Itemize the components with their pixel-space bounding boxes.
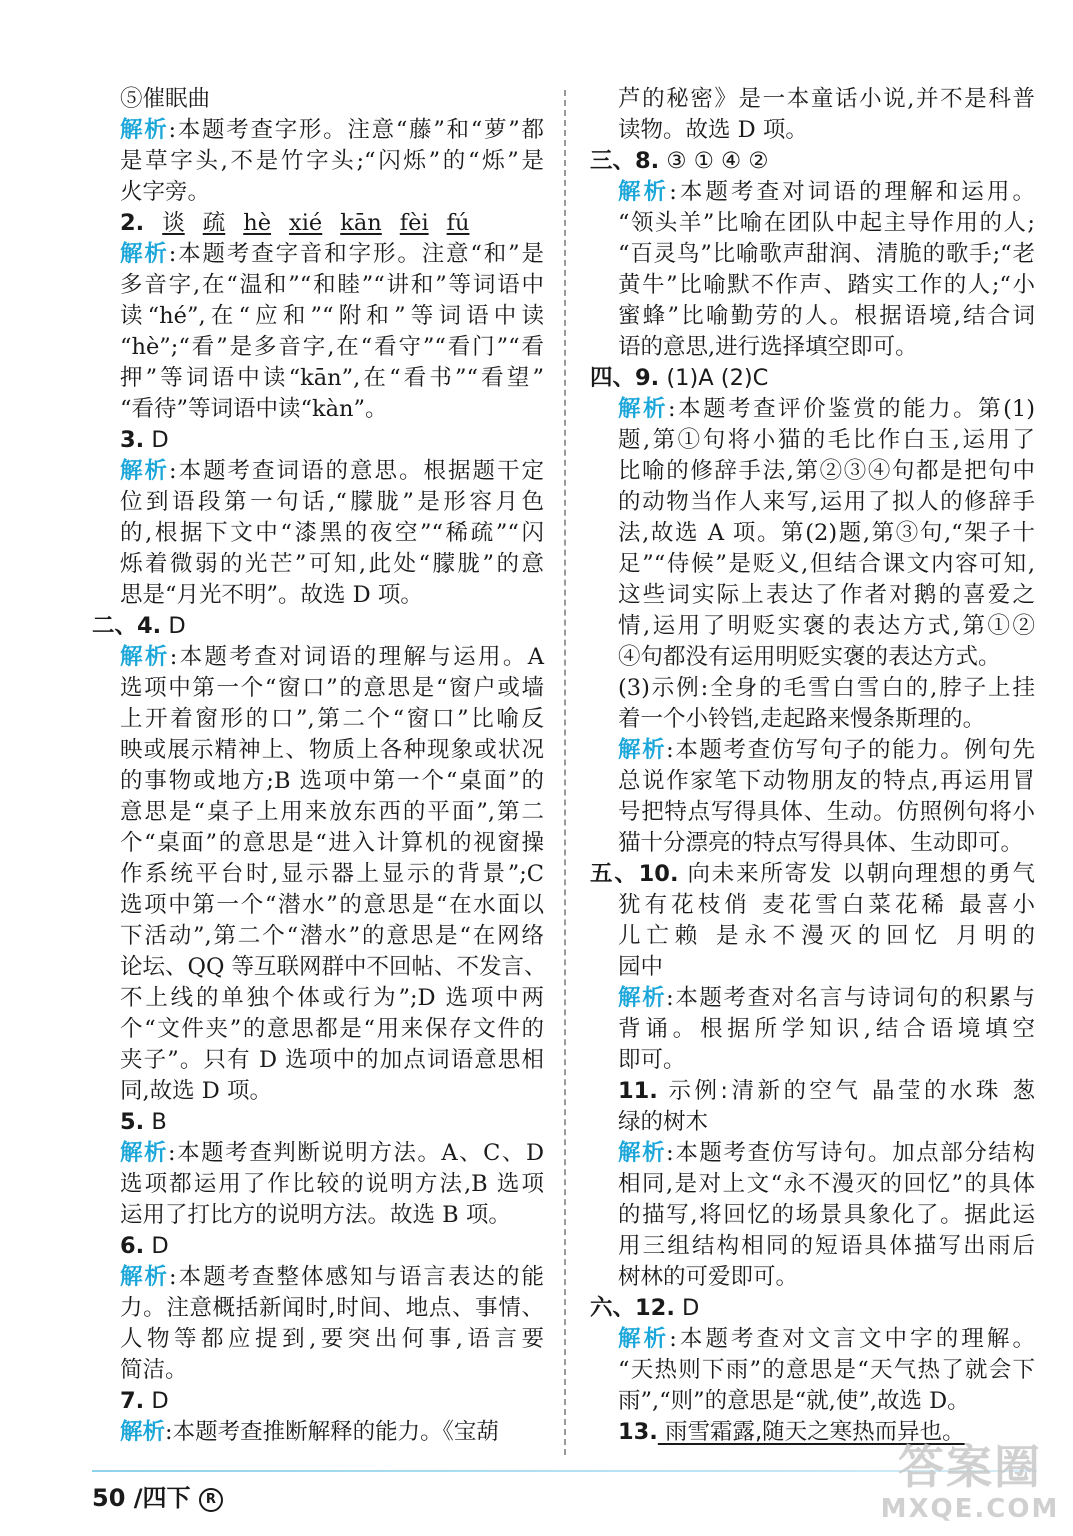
text-line — [92, 1355, 544, 1386]
answer-block — [92, 1138, 544, 1231]
text-line — [92, 1107, 544, 1138]
line-text: 猫十分漂亮的特点写得具体、生动即可。 — [618, 830, 1024, 856]
line-text: 思是“月光不明”。故选 D 项。 — [120, 582, 423, 608]
text-line — [92, 921, 544, 952]
text-line — [92, 828, 544, 859]
line-text: 押”等词语中读“kān”,在“看书”“看望” — [120, 365, 544, 391]
line-text: “看待”等词语中读“kàn”。 — [120, 396, 388, 422]
section-number: 五、 — [590, 861, 639, 887]
pinyin-answer: 疏 — [202, 210, 226, 236]
text-line — [590, 1293, 1035, 1324]
text-line — [92, 332, 544, 363]
line-text: 足”“侍候”是贬义,但结合课文内容可知, — [618, 551, 1035, 577]
text-line — [590, 1386, 1035, 1417]
line-text: 黄牛”比喻默不作声、踏实工作的人;“小 — [618, 272, 1035, 298]
left-column — [92, 84, 547, 1448]
text-line — [590, 921, 1035, 952]
line-text: 运用了打比方的说明方法。故选 B 项。 — [120, 1202, 511, 1228]
analysis-label: 解析 — [618, 396, 669, 422]
text-line — [590, 208, 1035, 239]
site-watermark — [880, 1440, 1060, 1530]
line-text: 是草字头,不是竹字头;“闪烁”的“烁”是 — [120, 148, 544, 174]
analysis-label: 解析 — [120, 458, 169, 484]
line-text: 的动物当作人来写,运用了拟人的修辞手 — [618, 489, 1035, 515]
text-line — [92, 890, 544, 921]
question-number: 3. — [120, 427, 145, 453]
line-text: “天热则下雨”的意思是“天气热了就会下 — [618, 1357, 1035, 1383]
line-text: D — [144, 427, 169, 453]
line-text: 力。注意概括新闻时,时间、地点、事情、 — [120, 1295, 544, 1321]
question-number: 4. — [137, 613, 162, 639]
text-line — [590, 1324, 1035, 1355]
text-line — [92, 1293, 544, 1324]
answer-block — [590, 1076, 1035, 1138]
line-text: :本题考查对词语的理解与运用。A — [169, 644, 544, 670]
line-text: ⑤催眠曲 — [120, 86, 211, 112]
text-line — [92, 1262, 544, 1293]
line-text: 意思是“桌子上用来放东西的平面”,第二 — [120, 799, 544, 825]
line-text: 选项都运用了作比较的说明方法,B 选项 — [120, 1171, 544, 1197]
text-line — [92, 1076, 544, 1107]
answer-block — [92, 425, 544, 456]
answer-block — [92, 642, 547, 1107]
text-line — [92, 456, 544, 487]
text-line — [590, 952, 1035, 983]
text-line — [590, 611, 1035, 642]
section-number: 三、 — [590, 148, 636, 174]
text-line — [92, 301, 544, 332]
line-text: 夹子”。只有 D 选项中的加点词语意思相 — [120, 1047, 544, 1073]
column-divider — [564, 90, 566, 1455]
text-line — [590, 859, 1035, 890]
text-line — [92, 1138, 544, 1169]
answer-block — [92, 611, 544, 642]
answer-block — [590, 859, 1035, 983]
text-line — [92, 1386, 544, 1417]
analysis-label: 解析 — [120, 644, 170, 670]
line-text: 示例:清新的空气 晶莹的水珠 葱 — [657, 1078, 1035, 1104]
text-line — [590, 1045, 1035, 1076]
text-line — [92, 642, 544, 673]
line-text: D — [144, 1233, 169, 1259]
text-line — [590, 983, 1035, 1014]
line-text: 火字旁。 — [120, 179, 211, 205]
line-text: 儿亡赖 是永不漫灭的回忆 月明的 — [618, 923, 1035, 949]
line-text: :本题考查仿写诗句。加点部分结构 — [666, 1140, 1035, 1166]
analysis-label: 解析 — [618, 179, 670, 205]
line-text: 园中 — [618, 954, 664, 980]
question-number: 10. — [638, 861, 679, 887]
line-text: 号把特点写得具体、生动。仿照例句将小 — [618, 799, 1035, 825]
line-text: 读“hé”,在“应和”“附和”等词语中读 — [120, 303, 544, 329]
line-text: 人物等都应提到,要突出何事,语言要 — [120, 1326, 544, 1352]
text-line — [590, 580, 1035, 611]
text-line — [590, 239, 1035, 270]
line-text: :本题考查整体感知与语言表达的能 — [169, 1264, 544, 1290]
answer-block — [590, 735, 1035, 859]
question-number: 12. — [635, 1295, 675, 1321]
line-text: 雨雪霜露,随天之寒热而异也。 — [657, 1419, 965, 1445]
answer-block — [590, 983, 1035, 1076]
line-text: 相同,是对上文“永不漫灭的回忆”的具体 — [618, 1171, 1035, 1197]
text-line — [590, 1014, 1035, 1045]
text-line — [590, 1076, 1035, 1107]
answer-block — [590, 1324, 1035, 1417]
text-line — [590, 1200, 1035, 1231]
line-text: 同,故选 D 项。 — [120, 1078, 272, 1104]
line-text: (3)示例:全身的毛雪白雪白的,脖子上挂 — [618, 675, 1035, 701]
text-line — [590, 828, 1035, 859]
line-text: 犹有花枝俏 麦花雪白菜花稀 最喜小 — [618, 892, 1035, 918]
text-line — [590, 735, 1035, 766]
line-text: :本题考查评价鉴赏的能力。第(1) — [668, 396, 1035, 422]
text-line — [590, 270, 1035, 301]
line-text: :本题考查对文言文中字的理解。 — [669, 1326, 1035, 1352]
line-text: 烁着微弱的光芒”可知,此处“朦胧”的意 — [120, 551, 544, 577]
text-line — [590, 1107, 1035, 1138]
text-line — [92, 1231, 544, 1262]
line-text: 着一个小铃铛,走起路来慢条斯理的。 — [618, 706, 986, 732]
text-line — [590, 518, 1035, 549]
line-text: 即可。 — [618, 1047, 686, 1073]
text-line — [92, 1169, 544, 1200]
question-number: 13. — [618, 1419, 658, 1445]
line-text: 树林的可爱即可。 — [618, 1264, 799, 1290]
text-line — [590, 146, 1035, 177]
text-line — [590, 84, 1035, 115]
line-text: :本题考查推断解释的能力。《宝葫 — [165, 1419, 499, 1445]
section-number: 四、 — [590, 365, 636, 391]
watermark-url: MXQE.COM — [880, 1494, 1060, 1524]
text-line — [590, 1169, 1035, 1200]
answer-block — [92, 115, 544, 208]
edition-badge-icon: R — [199, 1488, 223, 1512]
text-line — [92, 425, 544, 456]
pinyin-answer: fèi — [399, 210, 429, 236]
analysis-label: 解析 — [618, 985, 667, 1011]
text-line — [92, 487, 544, 518]
line-text: 语的意思,进行选择填空即可。 — [618, 334, 918, 360]
question-number: 11. — [618, 1078, 658, 1104]
answer-block — [92, 239, 544, 425]
text-line — [590, 704, 1035, 735]
text-line — [92, 1014, 544, 1045]
line-text: 的描写,将回忆的场景具象化了。据此运 — [618, 1202, 1035, 1228]
answer-block — [92, 1262, 544, 1386]
text-line — [590, 332, 1035, 363]
answer-block — [590, 1138, 1035, 1293]
pinyin-answer: fú — [446, 210, 470, 236]
text-line — [92, 673, 544, 704]
text-line — [92, 611, 544, 642]
line-text: :本题考查字音和字形。注意“和”是 — [168, 241, 544, 267]
analysis-label: 解析 — [618, 737, 667, 763]
page-footer — [92, 1478, 223, 1513]
text-line — [590, 642, 1035, 673]
line-text: D — [161, 613, 186, 639]
grade-label: /四下 — [133, 1484, 191, 1512]
line-text: 总说作家笔下动物朋友的特点,再运用冒 — [618, 768, 1035, 794]
line-text: 雨”,“则”的意思是“就,使”,故选 D。 — [618, 1388, 970, 1414]
text-line — [590, 673, 1035, 704]
text-line — [590, 456, 1035, 487]
answer-block — [92, 208, 544, 239]
text-line — [92, 1417, 544, 1448]
line-text: 映或展示精神上、物质上各种现象或状况 — [120, 737, 544, 763]
line-text: 的,根据下文中“漆黑的夜空”“稀疏”“闪 — [120, 520, 544, 546]
line-text: 绿的树木 — [618, 1109, 709, 1135]
line-text: :本题考查对名言与诗词句的积累与 — [666, 985, 1035, 1011]
line-text: “领头羊”比喻在团队中起主导作用的人; — [618, 210, 1035, 236]
text-line — [590, 890, 1035, 921]
text-line — [92, 1200, 544, 1231]
answer-block — [590, 1293, 1035, 1324]
text-line — [92, 115, 544, 146]
line-text: 背诵。根据所学知识,结合语境填空 — [618, 1016, 1035, 1042]
pinyin-answer: xié — [289, 210, 323, 236]
text-line — [92, 549, 544, 580]
answer-block — [92, 1231, 544, 1262]
text-line — [92, 239, 544, 270]
text-line — [590, 1262, 1035, 1293]
answer-block — [92, 1107, 544, 1138]
analysis-label: 解析 — [618, 1140, 667, 1166]
line-text: 多音字,在“温和”“和睦”“讲和”等词语中 — [120, 272, 544, 298]
line-text: 芦的秘密》是一本童话小说,并不是科普 — [618, 86, 1035, 112]
line-text: ④句都没有运用明贬实褒的表达方式。 — [618, 644, 1001, 670]
text-line — [92, 735, 544, 766]
text-line — [92, 270, 544, 301]
answer-block — [590, 394, 1035, 673]
answer-block — [92, 456, 544, 611]
line-text: 蜜蜂”比喻勤劳的人。根据语境,结合词 — [618, 303, 1035, 329]
answer-block — [590, 84, 1035, 146]
question-number: 7. — [120, 1388, 145, 1414]
line-text: 论坛、QQ 等互联网群中不回帖、不发言、 — [120, 954, 547, 980]
line-text: :本题考查对词语的理解和运用。 — [669, 179, 1035, 205]
line-text: 向未来所寄发 以朝向理想的勇气 — [678, 861, 1035, 887]
text-line — [590, 1138, 1035, 1169]
line-text: 不上线的单独个体或行为”;D 选项中两 — [120, 985, 544, 1011]
section-number: 二、 — [92, 613, 138, 639]
line-text: 选项中第一个“窗口”的意思是“窗户或墙 — [120, 675, 544, 701]
text-line — [92, 1045, 544, 1076]
text-line — [590, 487, 1035, 518]
line-text: 简洁。 — [120, 1357, 188, 1383]
line-text: D — [144, 1388, 169, 1414]
line-text: 比喻的修辞手法,第②③④句都是把句中 — [618, 458, 1035, 484]
pinyin-answer: 谈 — [162, 210, 185, 236]
text-line — [92, 394, 544, 425]
pinyin-answer: hè — [243, 210, 272, 236]
text-line — [92, 84, 544, 115]
answer-block — [92, 84, 544, 115]
text-line — [590, 394, 1035, 425]
question-number: 5. — [120, 1109, 145, 1135]
analysis-label: 解析 — [618, 1326, 670, 1352]
line-text: 上开着窗形的口”,第二个“窗口”比喻反 — [120, 706, 544, 732]
text-line — [92, 952, 547, 983]
text-line — [92, 580, 544, 611]
text-line — [590, 1355, 1035, 1386]
text-line — [590, 1231, 1035, 1262]
analysis-label: 解析 — [120, 117, 169, 143]
line-text: :本题考查仿写句子的能力。例句先 — [666, 737, 1035, 763]
text-line — [590, 549, 1035, 580]
text-line — [92, 146, 544, 177]
line-text: “百灵鸟”比喻歌声甜润、清脆的歌手;“老 — [618, 241, 1035, 267]
text-line — [590, 177, 1035, 208]
text-line — [92, 766, 544, 797]
line-text: D — [674, 1295, 700, 1321]
text-line — [92, 1324, 544, 1355]
question-number: 6. — [120, 1233, 145, 1259]
question-number: 2. — [120, 210, 145, 236]
text-line — [590, 301, 1035, 332]
line-text: “hè”;“看”是多音字,在“看守”“看门”“看 — [120, 334, 544, 360]
line-text: 下活动”,第二个“潜水”的意思是“在网络 — [120, 923, 544, 949]
text-line — [92, 797, 544, 828]
right-column — [590, 84, 1035, 1448]
text-line — [590, 797, 1035, 828]
text-line — [92, 983, 544, 1014]
line-text: 用三组结构相同的短语具体描写出雨后 — [618, 1233, 1035, 1259]
analysis-label: 解析 — [120, 241, 169, 267]
text-line — [92, 363, 544, 394]
line-text: :本题考查词语的意思。根据题干定 — [169, 458, 544, 484]
line-text: 个“桌面”的意思是“进入计算机的视窗操 — [120, 830, 544, 856]
answer-block — [590, 363, 1035, 394]
answer-block — [590, 177, 1035, 363]
line-text: :本题考查判断说明方法。A、C、D — [168, 1140, 544, 1166]
pinyin-line — [92, 208, 544, 239]
answer-block — [590, 146, 1035, 177]
text-line — [590, 363, 1035, 394]
text-line — [92, 518, 544, 549]
answer-block — [590, 673, 1035, 735]
text-line — [92, 177, 544, 208]
line-text: 个“文件夹”的意思都是“用来保存文件的 — [120, 1016, 544, 1042]
text-line — [92, 859, 544, 890]
text-line — [92, 704, 544, 735]
line-text: 法,故选 A 项。第(2)题,第③句,“架子十 — [618, 520, 1035, 546]
line-text: :本题考查字形。注意“藤”和“萝”都 — [168, 117, 544, 143]
line-text: 题,第①句将小猫的毛比作白玉,运用了 — [618, 427, 1035, 453]
text-line — [590, 425, 1035, 456]
line-text: (1)A (2)C — [659, 365, 769, 391]
page-number: 50 — [92, 1484, 126, 1512]
answer-block — [92, 1386, 544, 1417]
line-text: 的事物或地方;B 选项中第一个“桌面”的 — [120, 768, 544, 794]
text-line — [590, 766, 1035, 797]
question-number: 8. — [635, 148, 660, 174]
analysis-label: 解析 — [120, 1140, 169, 1166]
line-text: B — [144, 1109, 167, 1135]
line-text: 选项中第一个“潜水”的意思是“在水面以 — [120, 892, 544, 918]
line-text: 位到语段第一句话,“朦胧”是形容月色 — [120, 489, 544, 515]
analysis-label: 解析 — [120, 1419, 166, 1445]
watermark-title: 答案圈 — [898, 1440, 1042, 1494]
line-text: 作系统平台时,显示器上显示的背景”;C — [120, 861, 544, 887]
question-number: 9. — [635, 365, 660, 391]
line-text: 这些词实际上表达了作者对鹅的喜爱之 — [618, 582, 1035, 608]
answer-block — [92, 1417, 544, 1448]
line-text: ③ ① ④ ② — [659, 148, 769, 174]
line-text: 读物。故选 D 项。 — [618, 117, 808, 143]
analysis-label: 解析 — [120, 1264, 169, 1290]
pinyin-answer: kān — [340, 210, 382, 236]
text-line — [590, 115, 1035, 146]
section-number: 六、 — [590, 1295, 636, 1321]
line-text: 情,运用了明贬实褒的表达方式,第①② — [618, 613, 1035, 639]
